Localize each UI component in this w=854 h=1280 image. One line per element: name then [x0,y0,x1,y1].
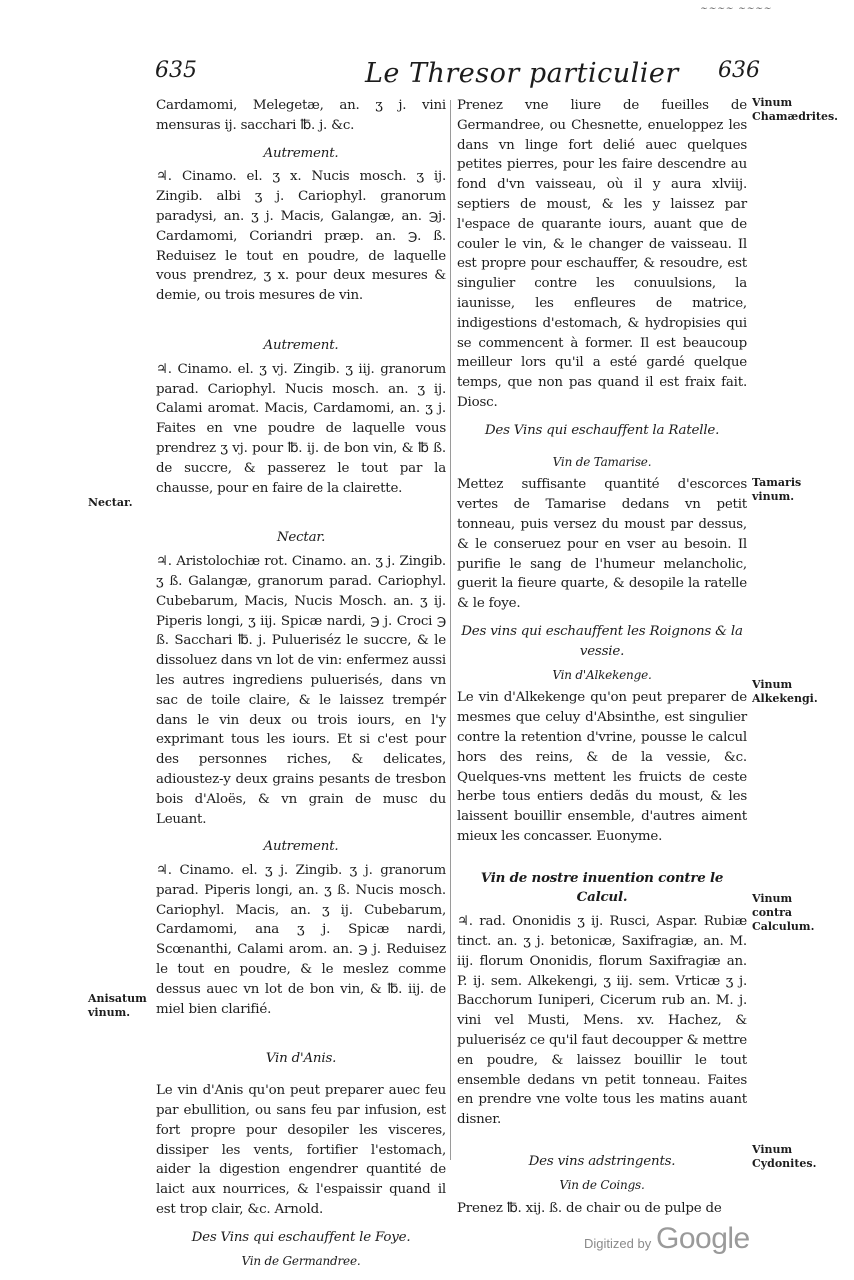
top-scribble: ~~~~ ~~~~ [698,4,775,14]
section-heading: Vin de nostre inuention contre le Calcul. [480,869,724,906]
paragraph: ♃. Cinamo. el. ʒ vj. Zingib. ʒ iij. granorum parad. Cariophyl. Nucis mosch. an. ʒ ij. Calami aromat. Macis, Cardamomi, an. ʒ j. Faites en vne poudre de laquelle vous prendrez ʒ vj. pour ℔. ij. de bon vin, & ℔ ß. de succre, & passerez le tout par la chausse, pour en faire de la clairette. [156,361,446,496]
page-number-right: 636 [718,58,760,83]
column-divider [450,100,451,1160]
running-title: Le Thresor particulier [365,58,679,89]
paragraph: Prenez ℔. xij. ß. de chair ou de pulpe de [457,1200,722,1216]
section-heading: Autrement. [263,145,339,161]
section-heading: Des Vins qui eschauffent la Ratelle. [484,422,720,438]
google-logo: Google [656,1222,750,1255]
paragraph: Cardamomi, Melegetæ, an. ʒ j. vini mensuras ij. sacchari ℔. j. &c. [156,98,446,133]
margin-note: Vinum Cydonites. [752,1143,817,1170]
section-heading: Des vins qui eschauffent les Roignons & la vessie. [461,623,743,659]
margin-note: Nectar. [88,496,133,509]
section-heading: Autrement. [263,337,339,353]
digitized-watermark [584,1222,784,1262]
paragraph: Prenez vne liure de fueilles de Germandree, ou Chesnette, enueloppez les dans vn linge fort delié auec quelques petites pierres, pour les faire descendre au fond d'vn vaisseau, où il y aura xlviij. septiers de moust, & les y laissez par l'espace de quarante iours, auant que de couler le vin, & le changer de vaisseau. Il est propre pour eschauffer, & resoudre, est singulier contre les conuulsions, la iaunisse, les enfleures de matrice, indigestions d'estomach, & hydropisies qui se commencent à former. Il est beaucoup meilleur lors qu'il a esté gardé quelque temps, que non pas quand il est fraix fait. Diosc. [457,98,747,410]
margin-note: Tamaris vinum. [752,476,802,503]
subheading: Vin de Germandree. [241,1253,361,1268]
page-number-left: 635 [155,58,197,83]
paragraph: Le vin d'Anis qu'on peut preparer auec feu par ebullition, ou sans feu par infusion, est fort propre pour desopiler les visceres, dissiper les vents, fortifier l'estomach, aider la digestion engendrer quantité de laict aux nourrices, & l'espaissir quand il est trop clair, &c. Arnold. [156,1083,446,1218]
digitized-by-label: Digitized by [584,1236,652,1251]
margin-note: Vinum contra Calculum. [752,892,815,933]
paragraph: Mettez suffisante quantité d'escorces vertes de Tamarise dedans vn petit tonneau, puis versez du moust par dessus, & le conseruez pour en vser au besoin. Il purifie le sang de l'humeur melancholic, guerit la fieure quarte, & desopile la ratelle & le foye. [457,477,747,612]
subheading: Vin de Coings. [559,1177,645,1192]
paragraph: ♃. Cinamo. el. ʒ j. Zingib. ʒ j. granorum parad. Piperis longi, an. ʒ ß. Nucis mosch. Cariophyl. Macis, an. ʒ ij. Cubebarum, Cardamomi, ana ʒ j. Spicæ nardi, Scœnanthi, Calami arom. an. ℈ j. Reduisez le tout en poudre, & le meslez comme dessus auec vn lot de bon vin, & ℔. iij. de miel bien clarifié. [156,863,446,1017]
right-column [457,96,747,1226]
subheading: Vin de Tamarise. [552,454,652,469]
section-heading: Vin d'Anis. [265,1051,337,1067]
paragraph: ♃. rad. Ononidis ʒ ij. Rusci, Aspar. Rubiæ tinct. an. ʒ j. betonicæ, Saxifragiæ, an. M. iij. florum Ononidis, florum Saxifragiæ an. P. ij. sem. Alkekengi, ʒ iij. sem. Vrticæ ʒ j. Bacchorum Iuniperi, Cicerum rub an. M. j. vini vel Musti, Mens. xv. Hachez, & pulueriséz ce qu'il faut decoupper & mettre en poudre, & laissez bouillir le tout ensemble dedans vn petit tonneau. Faites en prendre vne volte tous les matins auant disner. [457,914,747,1128]
left-column [156,96,446,1274]
section-heading: Des Vins qui eschauffent le Foye. [191,1229,411,1245]
paragraph: ♃. Aristolochiæ rot. Cinamo. an. ʒ j. Zingib. ʒ ß. Galangæ, granorum parad. Cariophyl. Cubebarum, Macis, Nucis Mosch. an. ʒ ij. Piperis longi, ʒ iij. Spicæ nardi, ℈ j. Croci ℈ ß. Sacchari ℔. j. Pulueriséz le succre, & le dissoluez dans vn lot de vin: enfermez aussi les autres ingrediens puluerisés, dans vn sac de toile claire, & le laissez trempér dans le vin deux ou trois iours, en l'y exprimant tous les iours. Et si c'est pour des personnes riches, & delicates, adioustez-y deux grains pesants de tresbon bois d'Aloës, & vn grain de musc du Leuant. [156,554,446,827]
margin-note: Anisatum vinum. [88,992,147,1019]
section-heading: Nectar. [276,530,326,546]
paragraph: Le vin d'Alkekenge qu'on peut preparer de mesmes que celuy d'Absinthe, est singulier contre la retention d'vrine, pousse le calcul hors des reins, & de la vessie, &c. Quelques-vns mettent les fruicts de ceste herbe tous entiers dedãs du moust, & les laissent bouillir ensemble, d'autres aiment mieux les concasser. Euonyme. [457,690,747,844]
section-heading: Autrement. [263,839,339,855]
paragraph: ♃. Cinamo. el. ʒ x. Nucis mosch. ʒ ij. Zingib. albi ʒ j. Cariophyl. granorum paradysi, an. ʒ j. Macis, Galangæ, an. ℈j. Cardamomi, Coriandri præp. an. ℈. ß. Reduisez le tout en poudre, de laquelle vous prendrez, ʒ x. pour deux mesures & demie, ou trois mesures de vin. [156,169,446,304]
margin-note: Vinum Chamædrites. [752,96,839,123]
margin-note: Vinum Alkekengi. [752,678,818,705]
subheading: Vin d'Alkekenge. [552,667,652,682]
section-heading: Des vins adstringents. [528,1154,676,1170]
